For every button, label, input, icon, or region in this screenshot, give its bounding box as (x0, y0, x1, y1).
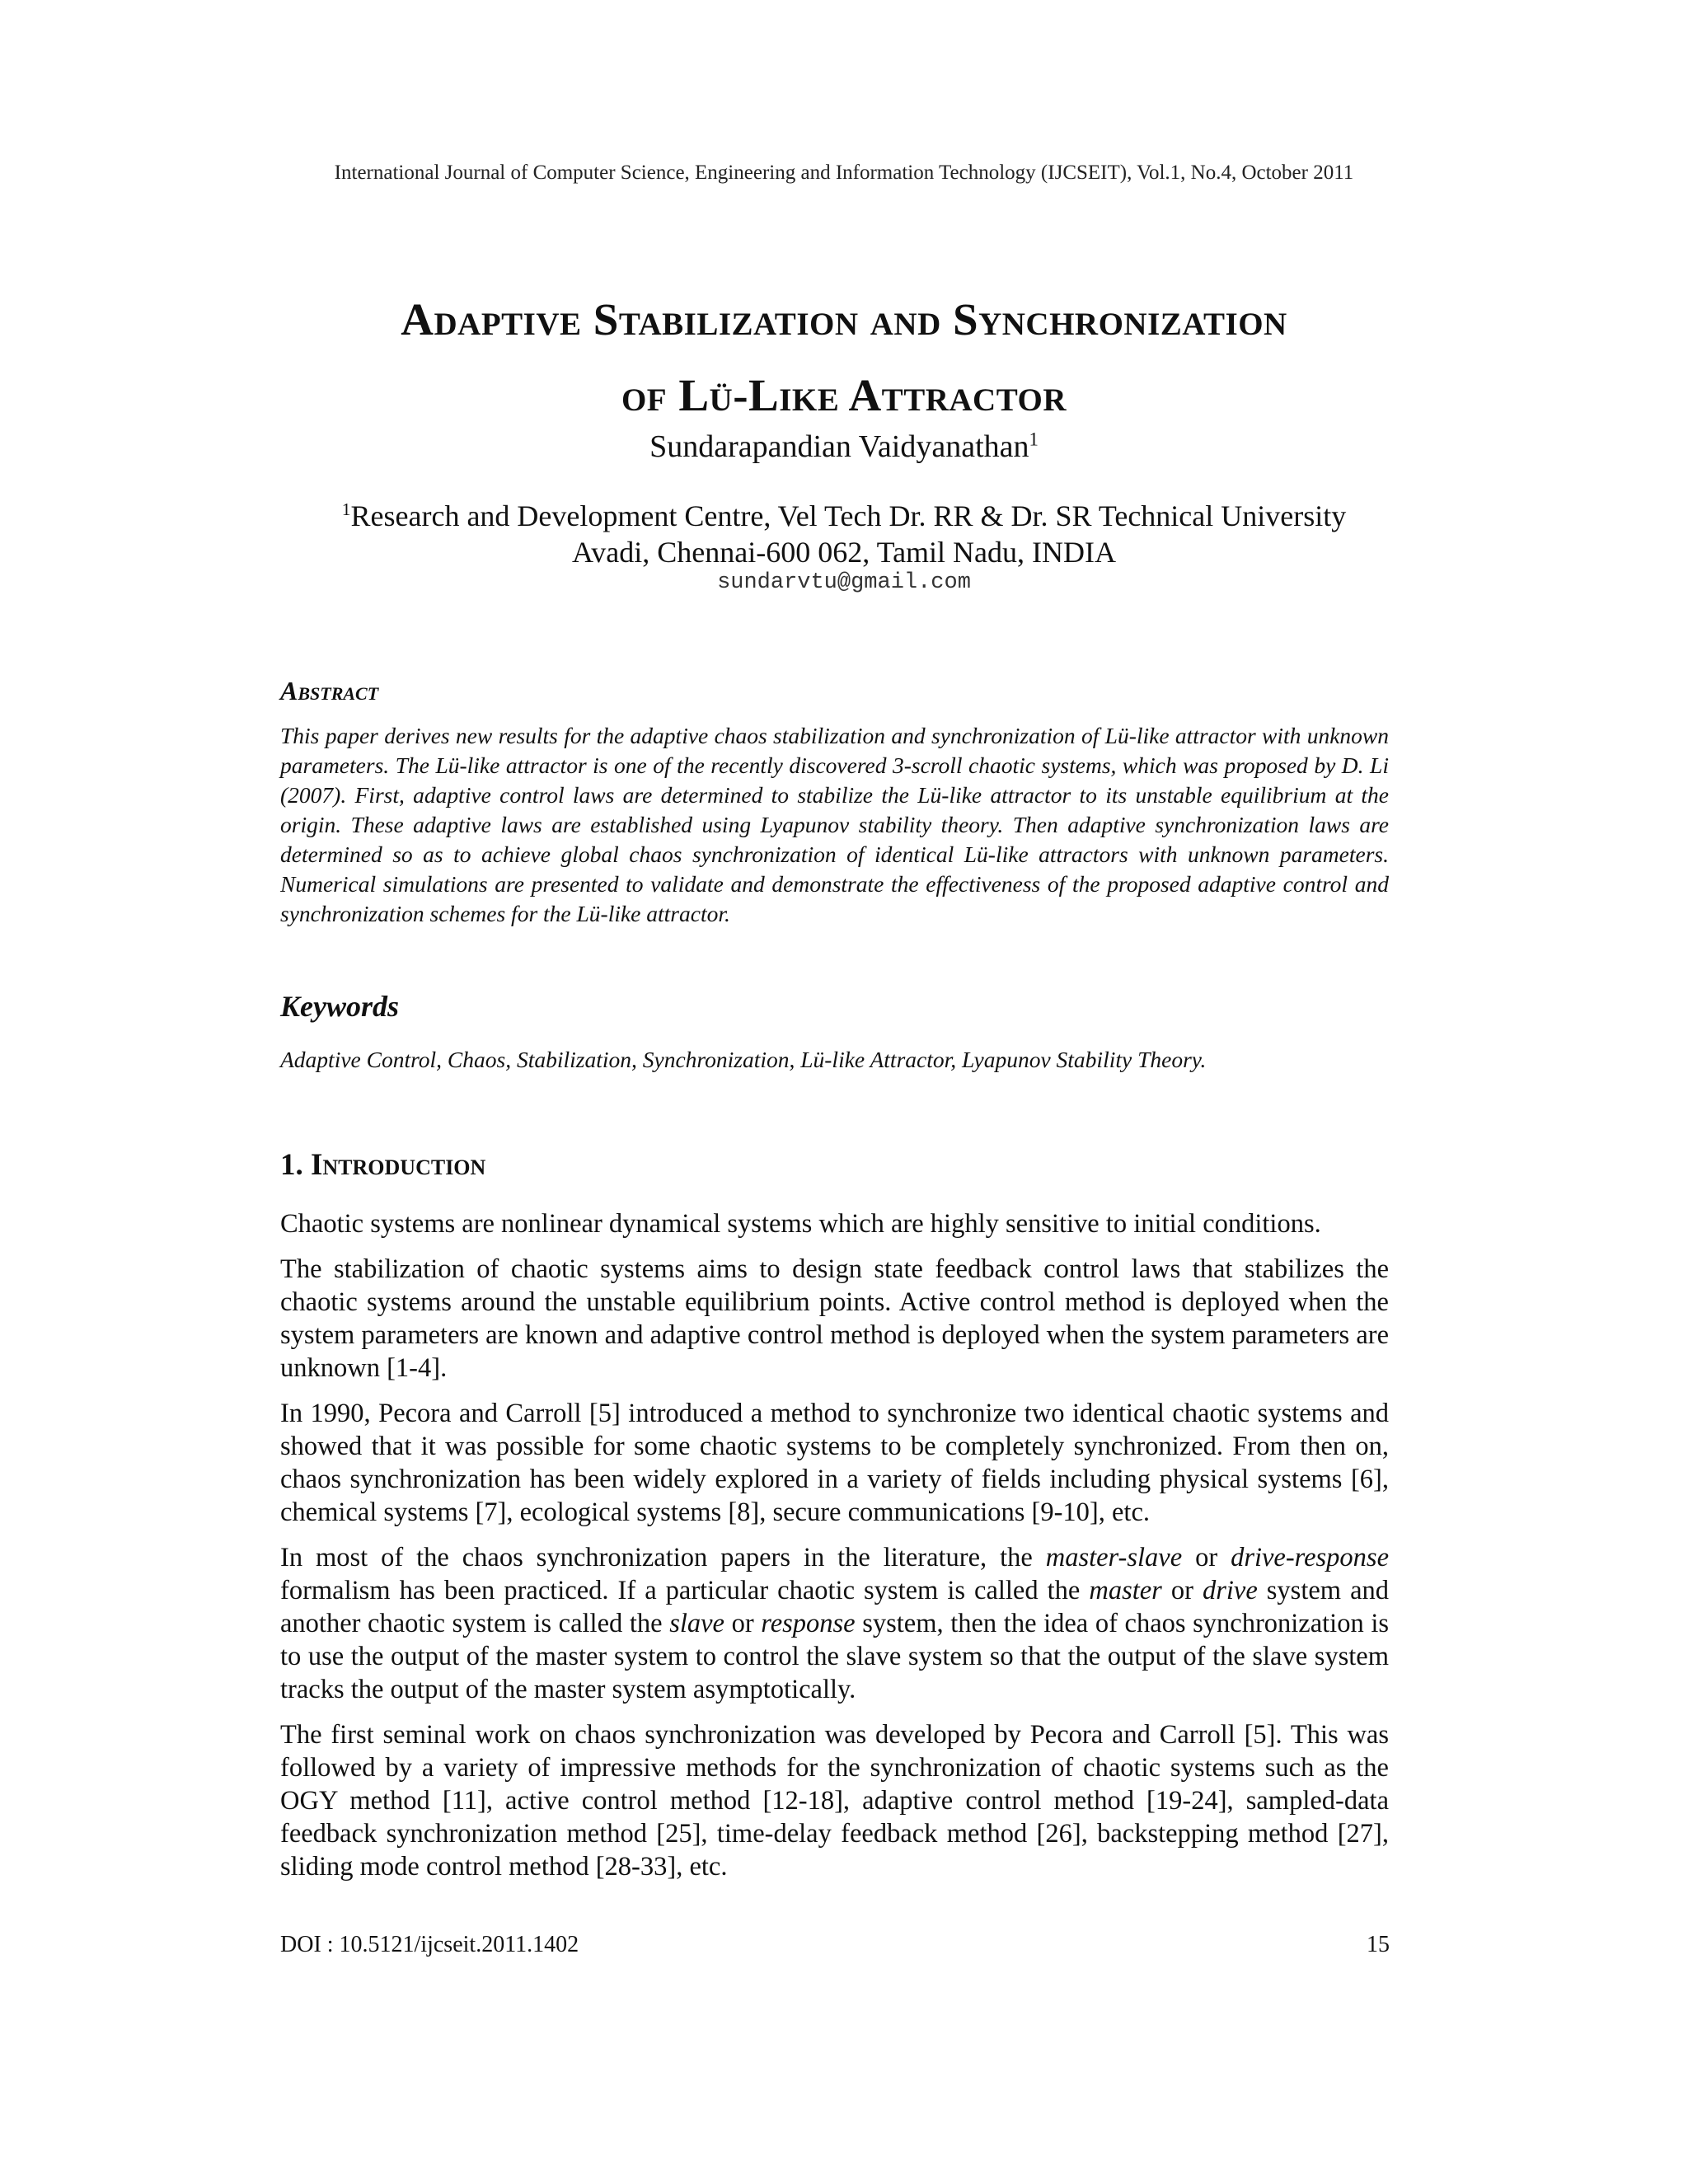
author-email: sundarvtu@gmail.com (717, 570, 971, 595)
affiliation-superscript: 1 (341, 499, 351, 519)
journal-header: International Journal of Computer Science, Engineering and Information Technology (IJCSEIT), Vol.1, No.4, October 2011 (334, 162, 1354, 184)
p4-italic-term: master (1089, 1576, 1162, 1605)
p4-text: In most of the chaos synchronization papers in the literature, the (280, 1543, 1046, 1572)
p4-italic-term: slave (669, 1609, 724, 1638)
p4-text: formalism has been practiced. If a particular chaotic system is called the (280, 1576, 1090, 1605)
paragraph-1: Chaotic systems are nonlinear dynamical systems which are highly sensitive to initial conditions. (280, 1209, 1321, 1239)
abstract-text: This paper derives new results for the adaptive chaos stabilization and synchronization of Lü-like attractor with unknown parameters. The Lü-like attractor is one of the recently discovered 3-scroll chaotic systems, which was proposed by D. Li (2007). First, adaptive control laws are determined to stabilize the Lü-like attractor to its unstable equilibrium at the origin. These adaptive laws are established using Lyapunov stability theory. Then adaptive synchronization laws are determined so as to achieve global chaos synchronization of identical Lü-like attractors with unknown parameters. Numerical simulations are presented to validate and demonstrate the effectiveness of the proposed adaptive control and synchronization schemes for the Lü-like attractor. (280, 723, 1389, 926)
affiliation-institution: Research and Development Centre, Vel Tech Dr. RR & Dr. SR Technical University (350, 499, 1347, 532)
p4-text: or (724, 1609, 762, 1638)
paragraph-5: The first seminal work on chaos synchronization was developed by Pecora and Carroll [5]. This was followed by a variety of impressive methods for the synchronization of chaotic systems such as the OGY method [11], active control method [12-18], adaptive control method [19-24], sampled-data feedback synchronization method [25], time-delay feedback method [26], backstepping method [27], sliding mode control method [28-33], etc. (280, 1720, 1389, 1882)
paper-title (0, 282, 1688, 434)
p4-text: system and another chaotic system is called the (280, 1576, 1389, 1638)
p4-italic-term: response (761, 1609, 856, 1638)
footer-doi: DOI : 10.5121/ijcseit.2011.1402 (280, 1932, 579, 1957)
title-line-2: of Lü-Like Attractor (621, 370, 1067, 420)
abstract-heading: Abstract (280, 676, 379, 705)
author-name: Sundarapandian Vaidyanathan (649, 429, 1029, 464)
affiliation-line-1 (0, 498, 1688, 534)
author-line (0, 429, 1688, 465)
affiliation (0, 498, 1688, 570)
affiliation-line-2: Avadi, Chennai-600 062, Tamil Nadu, INDIA (571, 536, 1117, 569)
p4-text: or (1182, 1543, 1231, 1572)
section-heading-introduction: 1. Introduction (280, 1148, 486, 1182)
author-superscript: 1 (1029, 429, 1039, 450)
p4-italic-term: master-slave (1045, 1543, 1183, 1572)
page-number: 15 (1367, 1932, 1390, 1957)
p4-text: or (1161, 1576, 1203, 1605)
keywords-text: Adaptive Control, Chaos, Stabilization, Synchronization, Lü-like Attractor, Lyapunov Stability Theory. (280, 1047, 1207, 1072)
title-line-1: Adaptive Stabilization and Synchronization (401, 294, 1287, 344)
p4-italic-term: drive-response (1231, 1543, 1389, 1572)
paragraph-4 (280, 1541, 1389, 1706)
paragraph-2: The stabilization of chaotic systems aims to design state feedback control laws that stabilizes the chaotic systems around the unstable equilibrium points. Active control method is deployed when the system parameters are known and adaptive control method is deployed when the system parameters are unknown [1-4]. (280, 1254, 1389, 1383)
introduction-body (280, 1207, 1389, 1896)
p4-text: system, then the idea of chaos synchronization is to use the output of the master system to control the slave system so that the output of the slave system tracks the output of the master system asymptotically. (280, 1609, 1389, 1704)
paragraph-3: In 1990, Pecora and Carroll [5] introduced a method to synchronize two identical chaotic systems and showed that it was possible for some chaotic systems to be completely synchronized. From then on, chaos synchronization has been widely explored in a variety of fields including physical systems [6], chemical systems [7], ecological systems [8], secure communications [9-10], etc. (280, 1399, 1389, 1527)
p4-italic-term: drive (1202, 1576, 1258, 1605)
keywords-heading: Keywords (280, 990, 399, 1023)
